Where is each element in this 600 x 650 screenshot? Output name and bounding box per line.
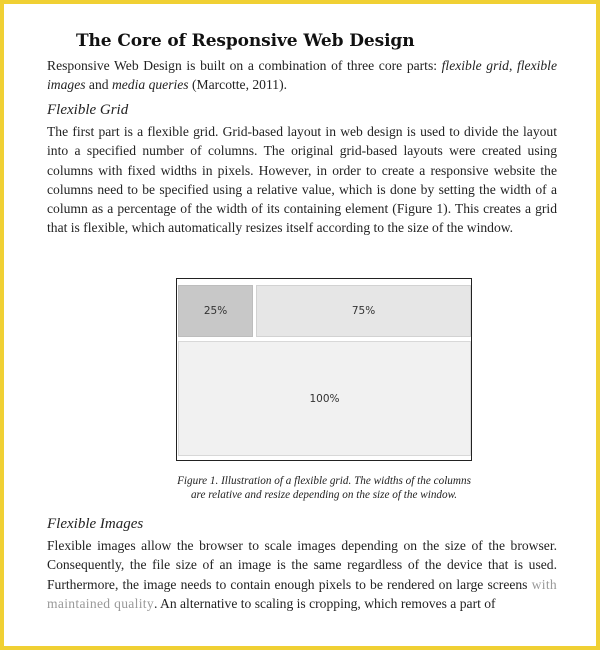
figure-caption-line-2: are relative and resize depending on the size of the window. [190, 489, 458, 501]
grid-cell-25-label: 25% [203, 305, 228, 317]
page-title: The Core of Responsive Web Design [76, 31, 415, 51]
grid-cell-100 [178, 341, 471, 456]
figure-caption [114, 474, 534, 502]
document-page [4, 4, 596, 646]
grid-cell-100-label: 100% [309, 392, 340, 405]
intro-em-flexible-grid: flexible grid [441, 58, 509, 73]
figure-caption-line-1: Figure 1. Illustration of a flexible grid. The widths of the columns [177, 475, 471, 487]
grid-cell-75 [256, 285, 471, 337]
intro-em-media-queries: media queries [111, 77, 189, 93]
intro-em-flexible-images: flexible images [47, 58, 557, 93]
grid-cell-75-label: 75% [351, 305, 376, 317]
intro-sep-2: and [85, 77, 112, 93]
flexible-images-text-end: . An alternative to scaling is cropping, which removes a part of [153, 595, 496, 611]
intro-sep-1: , [508, 58, 517, 73]
flexible-images-text-faded: with maintained quality [47, 576, 557, 611]
flexible-images-paragraph [47, 536, 557, 613]
intro-text-after: (Marcotte, 2011). [188, 77, 287, 93]
flexible-grid-figure [176, 278, 472, 461]
heading-flexible-grid: Flexible Grid [47, 102, 129, 118]
flexible-grid-paragraph: The first part is a flexible grid. Grid-based layout in web design is used to divide the layout into a specified number of columns. The original grid-based layouts were created using columns with fixed widths in pixels. However, in order to create a responsive website the columns need to be specified using a relative value, which is done by setting the width of a column as a percentage of the width of its containing element (Figure 1). This creates a grid that is flexible, which automatically resizes itself according to the size of the window. [47, 124, 557, 236]
heading-flexible-images: Flexible Images [47, 516, 144, 532]
grid-cell-25 [178, 285, 253, 337]
intro-paragraph [47, 56, 557, 95]
intro-text-before: Responsive Web Design is built on a combination of three core parts: [47, 58, 442, 73]
flexible-images-text-main: Flexible images allow the browser to scale images depending on the size of the browser. Consequently, the file size of an image is the same regardless of the device that is used. Furthermore, the image needs to contain enough pixels to be rendered on large screens [47, 538, 557, 592]
